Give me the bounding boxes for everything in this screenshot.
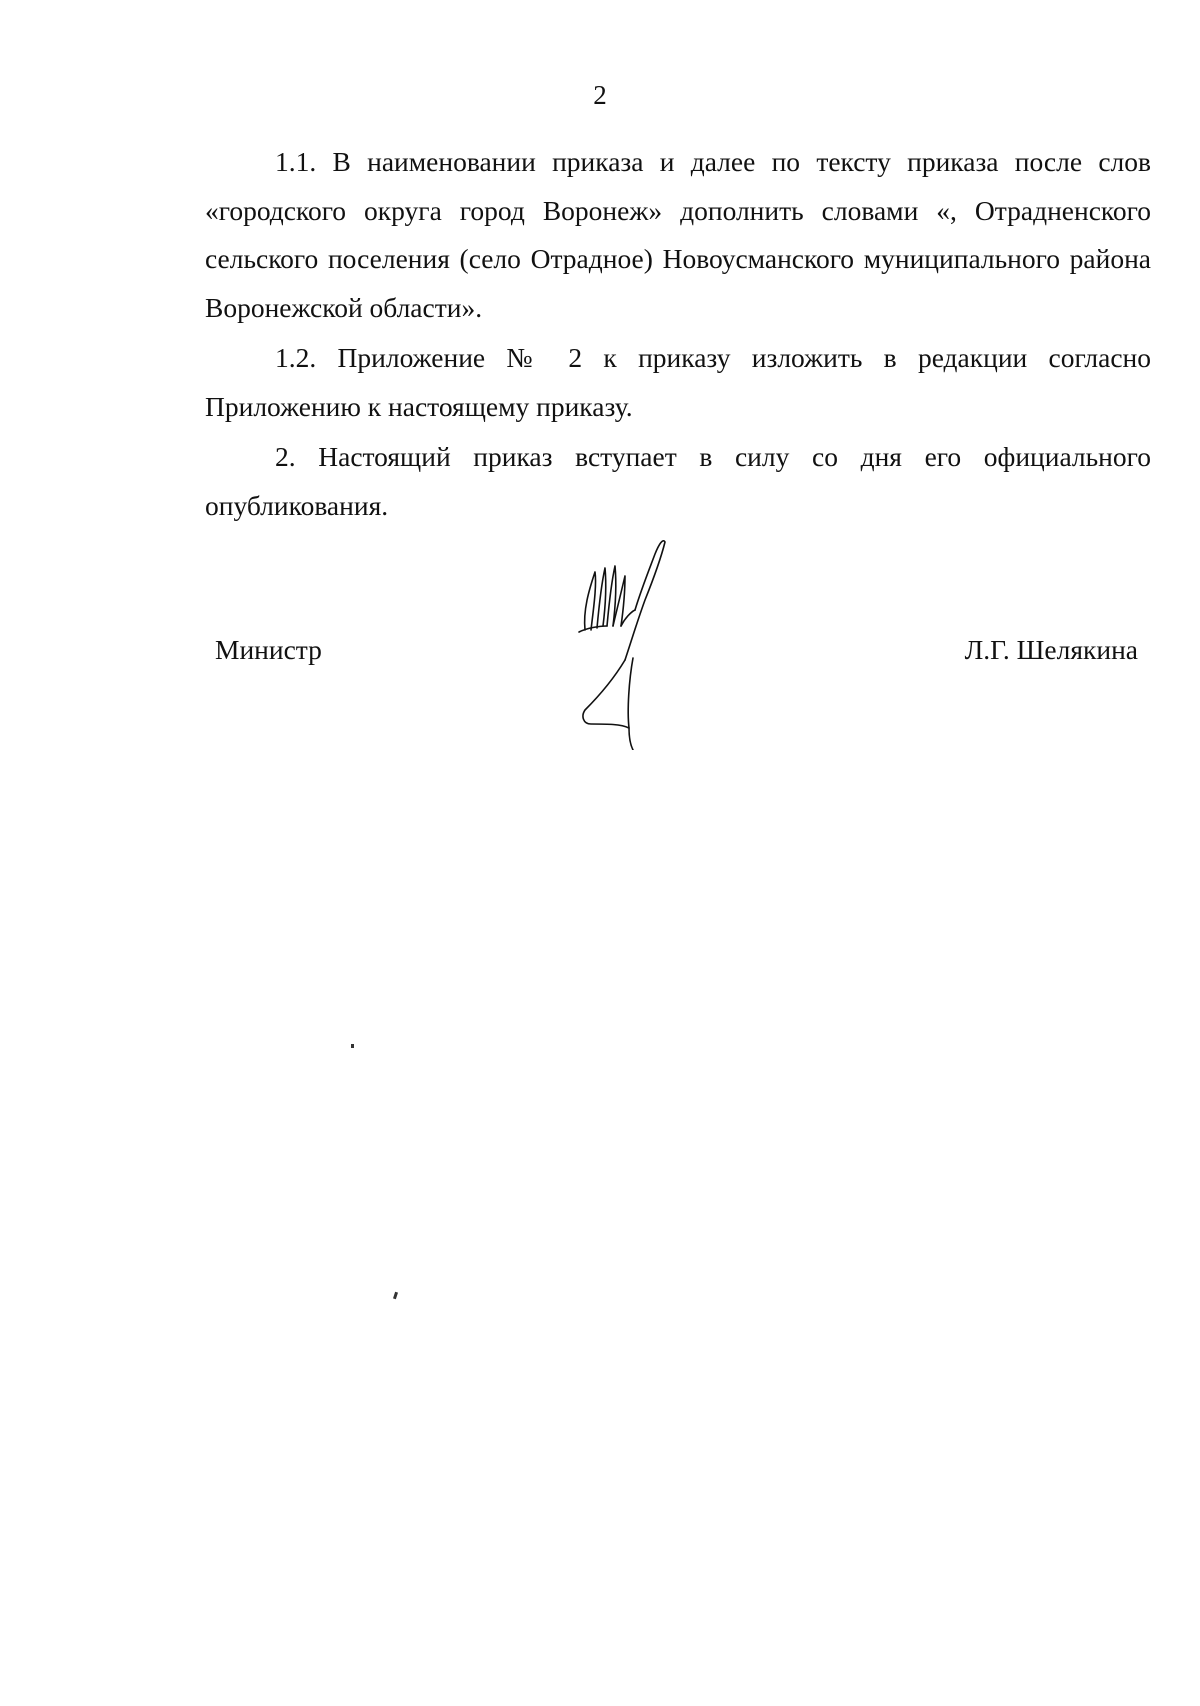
page-number: 2 <box>593 80 607 110</box>
paragraph-1-1: 1.1. В наименовании приказа и далее по тексту приказа после слов «городского округа город Воронеж» дополнить словами «, Отрадненского сельского поселения (село Отрадное) Новоусманского муниципального района Воронежской области». <box>205 146 1151 323</box>
signer-name: Л.Г. Шелякина <box>964 634 1138 665</box>
signer-position: Министр <box>215 634 322 665</box>
handwritten-signature <box>555 530 715 750</box>
paragraph-1-2: 1.2. Приложение № 2 к приказу изложить в редакции согласно Приложению к настоящему приказу. <box>205 342 1151 422</box>
paragraph-2: 2. Настоящий приказ вступает в силу со дня его официального опубликования. <box>205 441 1151 521</box>
document-body <box>205 138 1151 532</box>
scan-speck <box>393 1292 398 1300</box>
scan-speck <box>351 1044 354 1048</box>
